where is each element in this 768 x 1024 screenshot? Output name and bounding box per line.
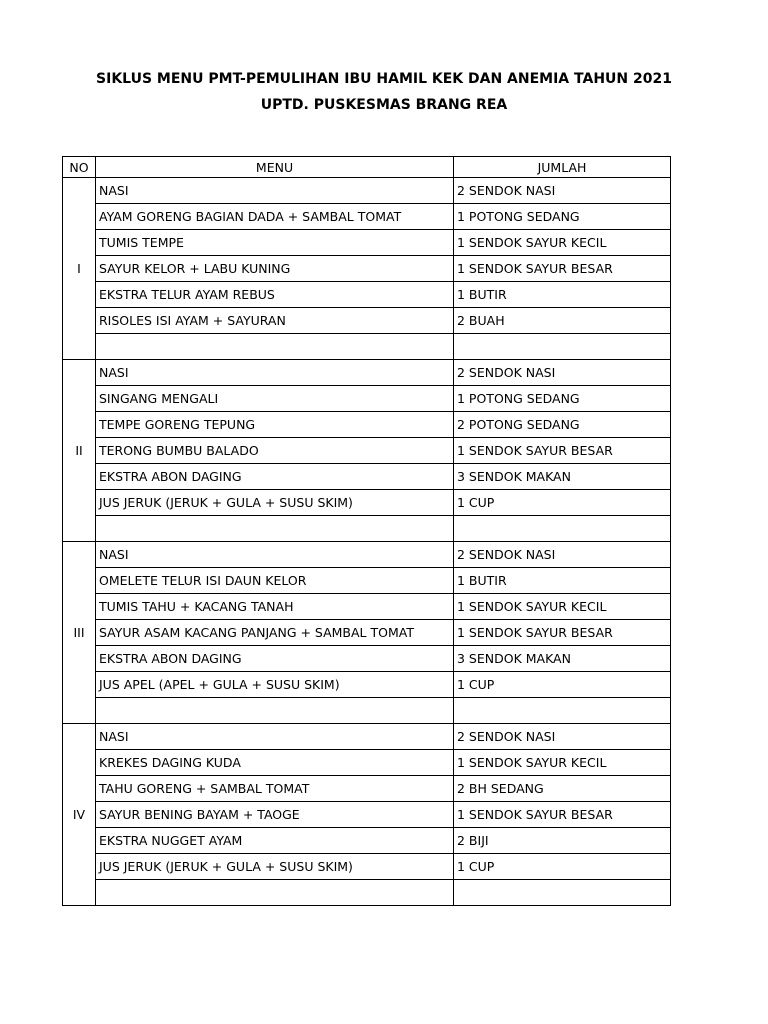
table-row bbox=[63, 672, 671, 698]
menu-cell: NASI bbox=[96, 542, 454, 568]
jumlah-cell: 1 SENDOK SAYUR KECIL bbox=[454, 750, 671, 776]
menu-cell: JUS JERUK (JERUK + GULA + SUSU SKIM) bbox=[96, 490, 454, 516]
jumlah-cell bbox=[454, 516, 671, 542]
header-menu: MENU bbox=[96, 157, 454, 178]
table-row bbox=[63, 568, 671, 594]
jumlah-cell: 2 SENDOK NASI bbox=[454, 724, 671, 750]
jumlah-cell: 2 SENDOK NASI bbox=[454, 178, 671, 204]
menu-cell: SAYUR KELOR + LABU KUNING bbox=[96, 256, 454, 282]
table-row bbox=[63, 724, 671, 750]
header-jumlah: JUMLAH bbox=[454, 157, 671, 178]
jumlah-cell: 1 CUP bbox=[454, 672, 671, 698]
menu-cell: KREKES DAGING KUDA bbox=[96, 750, 454, 776]
jumlah-cell: 1 CUP bbox=[454, 490, 671, 516]
menu-cell bbox=[96, 334, 454, 360]
table-row bbox=[63, 880, 671, 906]
menu-cell: NASI bbox=[96, 360, 454, 386]
menu-cell: TEMPE GORENG TEPUNG bbox=[96, 412, 454, 438]
jumlah-cell: 2 BH SEDANG bbox=[454, 776, 671, 802]
menu-cell: OMELETE TELUR ISI DAUN KELOR bbox=[96, 568, 454, 594]
group-number: IV bbox=[63, 724, 96, 906]
jumlah-cell: 1 SENDOK SAYUR KECIL bbox=[454, 230, 671, 256]
menu-cell: NASI bbox=[96, 724, 454, 750]
menu-cell: RISOLES ISI AYAM + SAYURAN bbox=[96, 308, 454, 334]
menu-cell: JUS JERUK (JERUK + GULA + SUSU SKIM) bbox=[96, 854, 454, 880]
table-row bbox=[63, 386, 671, 412]
menu-cell: JUS APEL (APEL + GULA + SUSU SKIM) bbox=[96, 672, 454, 698]
menu-cell bbox=[96, 880, 454, 906]
menu-cell: NASI bbox=[96, 178, 454, 204]
document-title: SIKLUS MENU PMT-PEMULIHAN IBU HAMIL KEK DAN ANEMIA TAHUN 2021 bbox=[96, 71, 672, 87]
menu-cell: SAYUR ASAM KACANG PANJANG + SAMBAL TOMAT bbox=[96, 620, 454, 646]
jumlah-cell: 2 BIJI bbox=[454, 828, 671, 854]
jumlah-cell: 1 SENDOK SAYUR BESAR bbox=[454, 620, 671, 646]
header-no: NO bbox=[63, 157, 96, 178]
menu-cell: EKSTRA ABON DAGING bbox=[96, 646, 454, 672]
menu-cell: AYAM GORENG BAGIAN DADA + SAMBAL TOMAT bbox=[96, 204, 454, 230]
menu-cell: TUMIS TEMPE bbox=[96, 230, 454, 256]
table-row bbox=[63, 828, 671, 854]
table-row bbox=[63, 646, 671, 672]
menu-cell: TAHU GORENG + SAMBAL TOMAT bbox=[96, 776, 454, 802]
jumlah-cell: 1 SENDOK SAYUR BESAR bbox=[454, 256, 671, 282]
table-row bbox=[63, 204, 671, 230]
jumlah-cell: 2 SENDOK NASI bbox=[454, 360, 671, 386]
table-row bbox=[63, 516, 671, 542]
jumlah-cell bbox=[454, 698, 671, 724]
table-row bbox=[63, 178, 671, 204]
menu-cell: EKSTRA TELUR AYAM REBUS bbox=[96, 282, 454, 308]
table-row bbox=[63, 802, 671, 828]
table-row bbox=[63, 464, 671, 490]
jumlah-cell: 1 POTONG SEDANG bbox=[454, 204, 671, 230]
table-row bbox=[63, 412, 671, 438]
jumlah-cell: 1 BUTIR bbox=[454, 282, 671, 308]
table-row bbox=[63, 698, 671, 724]
table-row bbox=[63, 282, 671, 308]
table-row bbox=[63, 776, 671, 802]
jumlah-cell: 2 BUAH bbox=[454, 308, 671, 334]
table-row bbox=[63, 360, 671, 386]
jumlah-cell: 3 SENDOK MAKAN bbox=[454, 646, 671, 672]
menu-cell: SAYUR BENING BAYAM + TAOGE bbox=[96, 802, 454, 828]
jumlah-cell: 2 SENDOK NASI bbox=[454, 542, 671, 568]
jumlah-cell: 1 CUP bbox=[454, 854, 671, 880]
table-row bbox=[63, 230, 671, 256]
menu-cell: SINGANG MENGALI bbox=[96, 386, 454, 412]
table-row bbox=[63, 750, 671, 776]
table-row bbox=[63, 542, 671, 568]
jumlah-cell bbox=[454, 334, 671, 360]
table-row bbox=[63, 308, 671, 334]
menu-cell: TERONG BUMBU BALADO bbox=[96, 438, 454, 464]
menu-cell: EKSTRA NUGGET AYAM bbox=[96, 828, 454, 854]
table-header-row bbox=[63, 157, 671, 178]
jumlah-cell: 1 SENDOK SAYUR BESAR bbox=[454, 438, 671, 464]
menu-table bbox=[62, 156, 671, 906]
table-row bbox=[63, 594, 671, 620]
table-row bbox=[63, 854, 671, 880]
document-subtitle: UPTD. PUSKESMAS BRANG REA bbox=[260, 97, 508, 113]
table-row bbox=[63, 620, 671, 646]
jumlah-cell: 1 SENDOK SAYUR BESAR bbox=[454, 802, 671, 828]
jumlah-cell: 1 POTONG SEDANG bbox=[454, 386, 671, 412]
table-body bbox=[63, 178, 671, 906]
jumlah-cell: 3 SENDOK MAKAN bbox=[454, 464, 671, 490]
jumlah-cell: 1 BUTIR bbox=[454, 568, 671, 594]
jumlah-cell bbox=[454, 880, 671, 906]
group-number: III bbox=[63, 542, 96, 724]
jumlah-cell: 2 POTONG SEDANG bbox=[454, 412, 671, 438]
jumlah-cell: 1 SENDOK SAYUR KECIL bbox=[454, 594, 671, 620]
table-row bbox=[63, 438, 671, 464]
menu-cell: TUMIS TAHU + KACANG TANAH bbox=[96, 594, 454, 620]
table-row bbox=[63, 334, 671, 360]
menu-cell bbox=[96, 698, 454, 724]
group-number: I bbox=[63, 178, 96, 360]
menu-cell: EKSTRA ABON DAGING bbox=[96, 464, 454, 490]
table-row bbox=[63, 256, 671, 282]
menu-cell bbox=[96, 516, 454, 542]
group-number: II bbox=[63, 360, 96, 542]
table-row bbox=[63, 490, 671, 516]
